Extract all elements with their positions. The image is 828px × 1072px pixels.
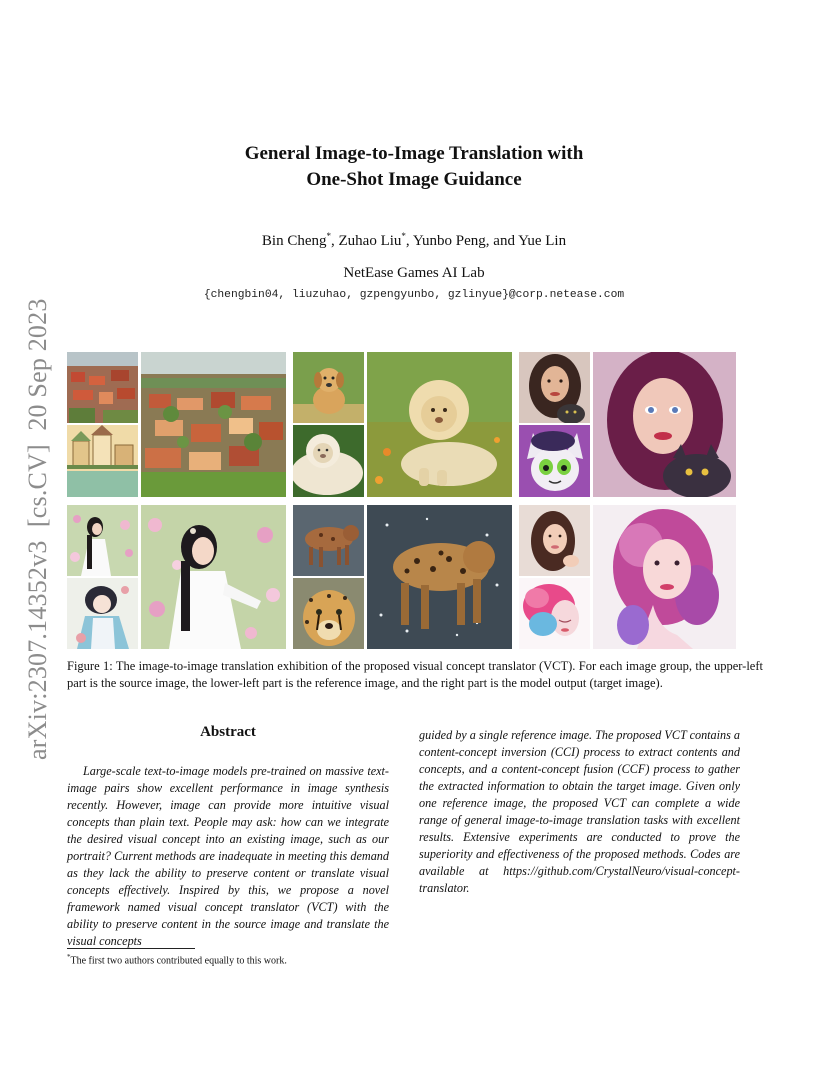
affiliation: NetEase Games AI Lab <box>343 265 485 281</box>
title-line-1: General Image-to-Image Translation with <box>244 143 584 164</box>
woman-cat-output-image <box>593 352 736 497</box>
lion-output-image <box>367 352 512 497</box>
arxiv-identifier: arXiv:2307.14352v3 [cs.CV] 20 Sep 2023 <box>23 298 52 760</box>
woman-source-image <box>519 352 590 423</box>
cheetah-reference-svg <box>293 578 364 649</box>
footnote-mark: * <box>67 953 71 961</box>
hanfu-output-svg <box>141 505 286 649</box>
woman-source-svg <box>519 352 590 423</box>
puppy-source-svg <box>293 352 364 423</box>
author-3: Yunbo Peng <box>412 233 486 249</box>
lion-output-svg <box>367 352 512 497</box>
abstract-text-right-column: guided by a single reference image. The proposed VCT contains a content-concept inversion (CCI) process to extract contents and concepts, and a content-concept fusion (CCF) process to gather the extracted information to obtain the target image. Given only one reference image, the proposed VCT can complete a wide range of general image-to-image translation tasks with excellent results. Extensive experiments are conducted to prove the superiority and effectiveness of the proposed methods. Codes are available at https://github.com/CrystalNeuro/visual-concept-translator. <box>419 728 741 895</box>
author-4: Yue Lin <box>518 233 567 249</box>
town-source-svg <box>67 352 138 423</box>
town-output-svg <box>141 352 286 497</box>
town-source-image <box>67 352 138 423</box>
watercolor-output-svg <box>593 505 736 649</box>
puppy-source-image <box>293 352 364 423</box>
portrait-source-image <box>519 505 590 576</box>
equal-contribution-mark: * <box>326 231 332 241</box>
separator: , and <box>485 233 519 249</box>
abstract-text-left-column: Large-scale text-to-image models pre-trained on massive text-image pairs show excellent performance in image synthesis recently. However, image can provide more intuitive visual concepts than plain text. People may ask: how can we integrate the desired visual concept into an existing image, such as our portrait? Current methods are inadequate in meeting this demand as they lack the ability to preserve content or translate visual concepts effectively. Inspired by this, we propose a novel framework named visual concept translator (VCT) with the ability to preserve content in the source image and translate the visual concepts <box>67 764 389 948</box>
hanfu-painting-reference-image <box>67 578 138 649</box>
figure-1-caption: Figure 1: The image-to-image translation exhibition of the proposed visual concept translator (VCT). For each image group, the upper-left part is the source image, the lower-left part is the reference image, and the right part is the model output (target image). <box>67 659 763 690</box>
separator: , <box>405 233 413 249</box>
author-1: Bin Cheng <box>261 233 327 249</box>
portrait-source-svg <box>519 505 590 576</box>
title-line-2: One-Shot Image Guidance <box>306 169 522 190</box>
footnote-rule <box>67 948 195 949</box>
town-reference-svg <box>67 425 138 497</box>
author-emails: {chengbin04, liuzuhao, gzpengyunbo, gzlinyue}@corp.netease.com <box>203 289 625 301</box>
woman-cat-output-svg <box>593 352 736 497</box>
separator: , <box>331 233 339 249</box>
hanfu-painting-reference-svg <box>67 578 138 649</box>
hyena-output-svg <box>367 505 512 649</box>
watercolor-reference-image <box>519 578 590 649</box>
paper-title <box>0 141 828 193</box>
hanfu-output-image <box>141 505 286 649</box>
cheetah-reference-image <box>293 578 364 649</box>
cartoon-cat-reference-image <box>519 425 590 497</box>
footnote-text: The first two authors contributed equally to this work. <box>70 955 287 967</box>
cartoon-cat-reference-svg <box>519 425 590 497</box>
lion-reference-image <box>293 425 364 497</box>
lion-reference-svg <box>293 425 364 497</box>
watercolor-output-image <box>593 505 736 649</box>
hyena-source-svg <box>293 505 364 576</box>
town-reference-image <box>67 425 138 497</box>
equal-contribution-mark: * <box>401 231 406 241</box>
author-2: Zuhao Liu <box>338 233 402 249</box>
hanfu-photo-source-image <box>67 505 138 576</box>
hanfu-photo-source-svg <box>67 505 138 576</box>
footnote <box>67 953 287 966</box>
hyena-output-image <box>367 505 512 649</box>
hyena-source-image <box>293 505 364 576</box>
abstract-heading: Abstract <box>200 724 256 740</box>
watercolor-reference-svg <box>519 578 590 649</box>
town-output-image <box>141 352 286 497</box>
author-list <box>0 233 828 250</box>
